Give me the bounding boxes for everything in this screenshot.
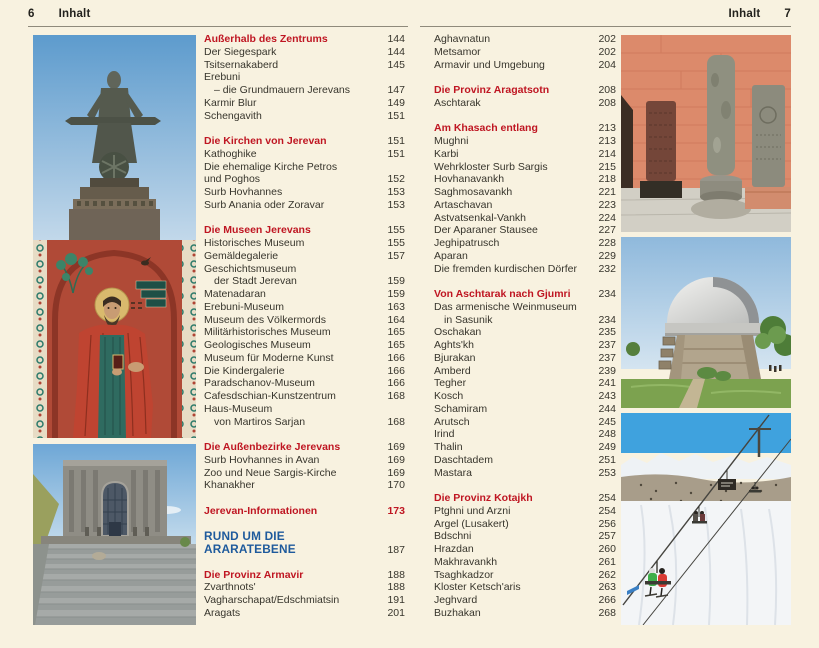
- toc-entry-page: 169: [387, 441, 405, 453]
- toc-row: [204, 569, 405, 582]
- photo-observatory-dome: [621, 237, 791, 408]
- toc-entry-page: 218: [598, 173, 616, 186]
- toc-entry-label: Vagharschapat/Edschmiatsin: [204, 594, 340, 606]
- toc-entry-page: 157: [387, 249, 405, 262]
- toc-entry-label: Am Khasach entlang: [434, 122, 538, 135]
- toc-entry-page: 169: [387, 453, 405, 466]
- toc-entry-page: 173: [387, 504, 405, 517]
- toc-row: [434, 607, 616, 620]
- toc-entry-label: Erebuni: [204, 71, 241, 84]
- toc-row: [434, 122, 616, 135]
- toc-row: [434, 263, 616, 276]
- toc-entry-page: 169: [387, 466, 405, 479]
- toc-entry-page: 149: [387, 96, 405, 109]
- page-number-right: 7: [784, 8, 791, 20]
- header-rule-right: [420, 26, 791, 27]
- toc-entry-page: 249: [598, 441, 616, 453]
- toc-entry-page: 257: [598, 530, 616, 543]
- toc-entry-page: 155: [387, 237, 405, 249]
- toc-entry-label: Geologisches Museum: [204, 339, 311, 351]
- header-title-right: Inhalt: [728, 8, 761, 20]
- header-rule-left: [28, 26, 408, 27]
- toc-entry-label: Daschtadem: [434, 453, 493, 466]
- toc-entry-label: Bdschni: [434, 530, 472, 543]
- toc-entry-page: 256: [598, 517, 616, 530]
- toc-row: [204, 479, 405, 492]
- toc-row: [434, 212, 616, 225]
- toc-row: [204, 135, 405, 148]
- toc-entry-label: Paradschanov-Museum: [204, 377, 315, 390]
- toc-row: [434, 339, 616, 352]
- toc-row: [434, 416, 616, 429]
- toc-entry-label: Aghavnatun: [434, 33, 491, 45]
- toc-row: [204, 377, 405, 390]
- toc-row: [434, 250, 616, 263]
- toc-row: [434, 161, 616, 174]
- toc-row: [434, 301, 616, 314]
- toc-entry-page: 155: [387, 224, 405, 237]
- toc-entry-label: Kathoghike: [204, 147, 257, 160]
- toc-entry-page: 159: [387, 275, 405, 288]
- toc-entry-page: 213: [598, 135, 616, 147]
- toc-entry-page: 202: [598, 45, 616, 58]
- toc-entry-label: Bjurakan: [434, 351, 476, 364]
- toc-row: [434, 314, 616, 327]
- photo-stone-steles-red-wall: [621, 35, 791, 232]
- toc-row: [204, 161, 405, 174]
- toc-entry-label: Der Siegespark: [204, 45, 277, 58]
- toc-row: [204, 556, 405, 569]
- toc-row: [434, 530, 616, 543]
- toc-row: [434, 441, 616, 454]
- toc-entry-label: Schengavith: [204, 109, 262, 122]
- toc-entry-label: und Poghos: [204, 173, 261, 186]
- toc-row: [204, 467, 405, 480]
- toc-row: [204, 352, 405, 365]
- toc-entry-label: Tsitsernakaberd: [204, 58, 279, 71]
- toc-entry-label: Militärhistorisches Museum: [204, 326, 331, 339]
- toc-entry-page: 266: [598, 594, 616, 606]
- toc-entry-page: 168: [387, 390, 405, 402]
- toc-entry-label: Die Außenbezirke Jerevans: [204, 441, 341, 453]
- toc-row: [204, 441, 405, 454]
- toc-entry-label: Karbi: [434, 147, 459, 160]
- toc-entry-page: 244: [598, 402, 616, 415]
- toc-row: [434, 556, 616, 569]
- page-header-right: [729, 8, 791, 20]
- toc-entry-page: 208: [598, 84, 616, 96]
- toc-entry-label: Schamiram: [434, 402, 488, 415]
- toc-row: [204, 581, 405, 594]
- toc-row: [204, 237, 405, 250]
- toc-row: [434, 479, 616, 492]
- toc-entry-page: 170: [387, 479, 405, 492]
- toc-entry-page: 151: [387, 135, 405, 147]
- toc-column-left: [204, 33, 405, 620]
- toc-row: [204, 46, 405, 59]
- toc-row: [434, 352, 616, 365]
- toc-entry-page: 153: [387, 186, 405, 198]
- toc-row: [204, 186, 405, 199]
- toc-row: [204, 288, 405, 301]
- toc-entry-label: Jeghvard: [434, 594, 478, 606]
- toc-entry-page: 202: [598, 33, 616, 45]
- toc-entry-label: Argel (Lusakert): [434, 517, 509, 530]
- toc-row: [434, 148, 616, 161]
- toc-row: [204, 543, 405, 556]
- toc-row: [434, 288, 616, 301]
- toc-row: [204, 224, 405, 237]
- toc-entry-page: 241: [598, 377, 616, 390]
- toc-entry-label: Die Kindergalerie: [204, 364, 285, 377]
- toc-entry-page: 159: [387, 288, 405, 300]
- toc-row: [434, 467, 616, 480]
- toc-row: [434, 275, 616, 288]
- toc-entry-page: 153: [387, 198, 405, 211]
- toc-entry-label: Cafesdschian-Kunstzentrum: [204, 390, 336, 402]
- toc-entry-page: 166: [387, 364, 405, 377]
- toc-entry-page: 263: [598, 581, 616, 594]
- toc-entry-label: Historisches Museum: [204, 237, 305, 249]
- toc-entry-label: in Sasunik: [444, 313, 493, 326]
- photo-chairlift-snow: [621, 413, 791, 625]
- toc-entry-page: 268: [598, 606, 616, 619]
- toc-entry-label: Außerhalb des Zentrums: [204, 33, 328, 45]
- toc-entry-label: Surb Anania oder Zoravar: [204, 198, 325, 211]
- toc-entry-page: 165: [387, 326, 405, 339]
- toc-entry-page: 188: [387, 568, 405, 581]
- toc-entry-page: 261: [598, 555, 616, 568]
- toc-row: [204, 122, 405, 135]
- toc-entry-label: Zvarthnots': [204, 581, 256, 594]
- toc-entry-label: Artaschavan: [434, 198, 493, 211]
- toc-row: [434, 110, 616, 123]
- toc-entry-label: Matenadaran: [204, 288, 266, 300]
- toc-row: [204, 173, 405, 186]
- toc-entry-page: 223: [598, 198, 616, 211]
- page-header-left: [28, 8, 90, 20]
- toc-entry-page: 215: [598, 160, 616, 173]
- toc-row: [204, 339, 405, 352]
- statue-pedestal: [69, 178, 160, 240]
- toc-row: [204, 365, 405, 378]
- toc-entry-page: 234: [598, 313, 616, 326]
- toc-entry-label: Irind: [434, 428, 455, 441]
- toc-entry-page: 208: [598, 96, 616, 109]
- toc-row: [434, 59, 616, 72]
- toc-entry-page: 147: [387, 84, 405, 96]
- toc-row: [204, 594, 405, 607]
- toc-entry-page: 165: [387, 339, 405, 351]
- toc-row: [434, 518, 616, 531]
- toc-row: [204, 314, 405, 327]
- toc-row: [204, 326, 405, 339]
- toc-entry-label: Thalin: [434, 441, 463, 453]
- toc-row: [434, 33, 616, 46]
- toc-row: [204, 84, 405, 97]
- toc-entry-label: Die Provinz Aragatsotn: [434, 84, 550, 96]
- toc-row: [204, 97, 405, 110]
- toc-row: [434, 186, 616, 199]
- toc-entry-page: 221: [598, 186, 616, 198]
- toc-row: [204, 110, 405, 123]
- toc-entry-label: Haus-Museum: [204, 402, 273, 415]
- toc-entry-label: Tsaghkadzor: [434, 568, 494, 581]
- toc-entry-label: Die Museen Jerevans: [204, 224, 311, 237]
- toc-entry-label: Astvatsenkal-Vankh: [434, 211, 527, 224]
- toc-entry-label: ARARATEBENE: [204, 542, 296, 556]
- toc-entry-label: Jeghipatrusch: [434, 237, 500, 249]
- toc-entry-label: Jerevan-Informationen: [204, 504, 318, 517]
- toc-row: [434, 199, 616, 212]
- toc-row: [204, 148, 405, 161]
- toc-entry-label: Zoo und Neue Sargis-Kirche: [204, 466, 337, 479]
- toc-row: [434, 326, 616, 339]
- toc-row: [434, 377, 616, 390]
- toc-entry-page: 201: [387, 606, 405, 619]
- toc-row: [204, 403, 405, 416]
- toc-entry-label: der Stadt Jerevan: [214, 275, 297, 288]
- toc-entry-label: Geschichtsmuseum: [204, 262, 297, 275]
- toc-entry-label: – die Grundmauern Jerevans: [214, 84, 350, 96]
- toc-entry-page: 228: [598, 237, 616, 249]
- toc-row: [434, 71, 616, 84]
- toc-entry-page: 229: [598, 249, 616, 262]
- toc-column-right: [434, 33, 616, 620]
- toc-row: [204, 275, 405, 288]
- toc-row: [434, 454, 616, 467]
- toc-entry-label: von Martiros Sarjan: [214, 415, 306, 428]
- toc-row: [434, 224, 616, 237]
- toc-entry-label: Gemäldegalerie: [204, 249, 279, 262]
- toc-entry-page: 214: [598, 147, 616, 160]
- toc-row: [434, 594, 616, 607]
- toc-entry-label: Surb Hovhannes in Avan: [204, 453, 320, 466]
- toc-entry-page: 144: [387, 33, 405, 45]
- toc-entry-label: Museum des Völkermords: [204, 313, 326, 326]
- toc-entry-page: 224: [598, 211, 616, 224]
- matenadaran-grand-stairs: [33, 537, 196, 625]
- toc-row: [204, 301, 405, 314]
- toc-entry-label: Hovhanavankh: [434, 173, 505, 186]
- toc-row: [204, 505, 405, 518]
- toc-entry-page: 237: [598, 339, 616, 351]
- toc-entry-label: Armavir und Umgebung: [434, 58, 545, 71]
- toc-row: [434, 569, 616, 582]
- toc-entry-label: Die Provinz Kotajkh: [434, 492, 533, 504]
- toc-entry-label: Tegher: [434, 377, 467, 390]
- toc-entry-page: 145: [387, 58, 405, 71]
- toc-entry-label: Aragats: [204, 606, 241, 619]
- page-number-left: 6: [28, 8, 35, 20]
- saint-mural: [33, 240, 196, 438]
- toc-entry-page: 245: [598, 415, 616, 428]
- toc-entry-label: Karmir Blur: [204, 96, 257, 109]
- toc-entry-page: 164: [387, 313, 405, 326]
- toc-entry-label: Hrazdan: [434, 543, 474, 555]
- toc-entry-page: 248: [598, 428, 616, 441]
- toc-entry-label: Mughni: [434, 135, 469, 147]
- toc-row: [204, 454, 405, 467]
- toc-entry-page: 213: [598, 122, 616, 135]
- toc-row: [204, 199, 405, 212]
- toc-row: [204, 263, 405, 276]
- toc-row: [434, 390, 616, 403]
- toc-entry-page: 227: [598, 224, 616, 237]
- toc-row: [204, 33, 405, 46]
- toc-entry-page: 260: [598, 543, 616, 555]
- toc-entry-page: 166: [387, 351, 405, 364]
- toc-entry-label: Amberd: [434, 364, 471, 377]
- toc-row: [204, 390, 405, 403]
- toc-entry-label: Die Kirchen von Jerevan: [204, 135, 327, 147]
- toc-row: [434, 46, 616, 59]
- toc-entry-label: Das armenische Weinmuseum: [434, 300, 577, 313]
- toc-row: [434, 581, 616, 594]
- toc-entry-label: Ptghni und Arzni: [434, 504, 511, 517]
- toc-entry-label: Die fremden kurdischen Dörfer: [434, 262, 577, 275]
- toc-entry-label: Aschtarak: [434, 96, 481, 109]
- toc-entry-page: 204: [598, 58, 616, 71]
- toc-entry-page: 166: [387, 377, 405, 390]
- toc-row: [434, 505, 616, 518]
- toc-entry-label: Wehrkloster Surb Sargis: [434, 160, 548, 173]
- toc-row: [204, 212, 405, 225]
- header-title-left: Inhalt: [58, 8, 91, 20]
- toc-entry-page: 163: [387, 300, 405, 313]
- toc-entry-label: Oschakan: [434, 326, 482, 339]
- toc-entry-label: Khanakher: [204, 479, 255, 492]
- toc-entry-label: Kosch: [434, 390, 464, 402]
- stele-left: [640, 101, 682, 198]
- toc-entry-page: 187: [387, 544, 405, 556]
- toc-entry-page: 254: [598, 492, 616, 504]
- toc-entry-page: 235: [598, 326, 616, 339]
- toc-entry-page: 262: [598, 568, 616, 581]
- toc-entry-label: Buzhakan: [434, 606, 481, 619]
- toc-entry-page: 191: [387, 594, 405, 606]
- toc-row: [434, 403, 616, 416]
- toc-entry-label: Arutsch: [434, 415, 470, 428]
- toc-row: [434, 543, 616, 556]
- toc-row: [204, 250, 405, 263]
- toc-entry-page: 151: [387, 109, 405, 122]
- toc-entry-label: Metsamor: [434, 45, 481, 58]
- toc-row: [204, 492, 405, 505]
- toc-entry-label: Saghmosavankh: [434, 186, 513, 198]
- toc-row: [434, 237, 616, 250]
- toc-row: [434, 135, 616, 148]
- toc-entry-label: Makhravankh: [434, 555, 498, 568]
- toc-entry-label: Surb Hovhannes: [204, 186, 283, 198]
- toc-entry-page: 151: [387, 147, 405, 160]
- photo-matenadaran-stairs: [33, 444, 196, 625]
- toc-row: [434, 365, 616, 378]
- toc-entry-label: Die Provinz Armavir: [204, 568, 304, 581]
- toc-entry-page: 144: [387, 45, 405, 58]
- toc-entry-label: Mastara: [434, 466, 472, 479]
- toc-row: [204, 71, 405, 84]
- toc-entry-label: Aghts'kh: [434, 339, 474, 351]
- toc-entry-label: RUND UM DIE: [204, 529, 285, 544]
- toc-entry-page: 253: [598, 466, 616, 479]
- toc-entry-page: 168: [387, 415, 405, 428]
- toc-entry-page: 243: [598, 390, 616, 402]
- toc-entry-label: Der Aparaner Stausee: [434, 224, 538, 237]
- toc-row: [434, 428, 616, 441]
- toc-entry-label: Erebuni-Museum: [204, 300, 284, 313]
- toc-entry-label: Die ehemalige Kirche Petros: [204, 160, 338, 173]
- toc-row: [204, 59, 405, 72]
- toc-row: [434, 492, 616, 505]
- toc-entry-label: Aparan: [434, 249, 468, 262]
- toc-entry-label: Von Aschtarak nach Gjumri: [434, 288, 571, 300]
- toc-entry-page: 234: [598, 288, 616, 300]
- toc-row: [204, 416, 405, 429]
- toc-entry-page: 152: [387, 173, 405, 186]
- toc-entry-label: Kloster Ketsch'aris: [434, 581, 521, 594]
- toc-row: [434, 97, 616, 110]
- toc-entry-page: 188: [387, 581, 405, 594]
- toc-entry-page: 254: [598, 504, 616, 517]
- toc-entry-label: Museum für Moderne Kunst: [204, 351, 334, 364]
- toc-entry-page: 251: [598, 453, 616, 466]
- toc-entry-page: 239: [598, 364, 616, 377]
- toc-entry-page: 237: [598, 351, 616, 364]
- toc-entry-page: 232: [598, 262, 616, 275]
- toc-row: [434, 84, 616, 97]
- toc-row: [204, 428, 405, 441]
- toc-row: [434, 173, 616, 186]
- toc-row: [204, 607, 405, 620]
- photo-mother-armenia-statue-mural: [33, 35, 196, 438]
